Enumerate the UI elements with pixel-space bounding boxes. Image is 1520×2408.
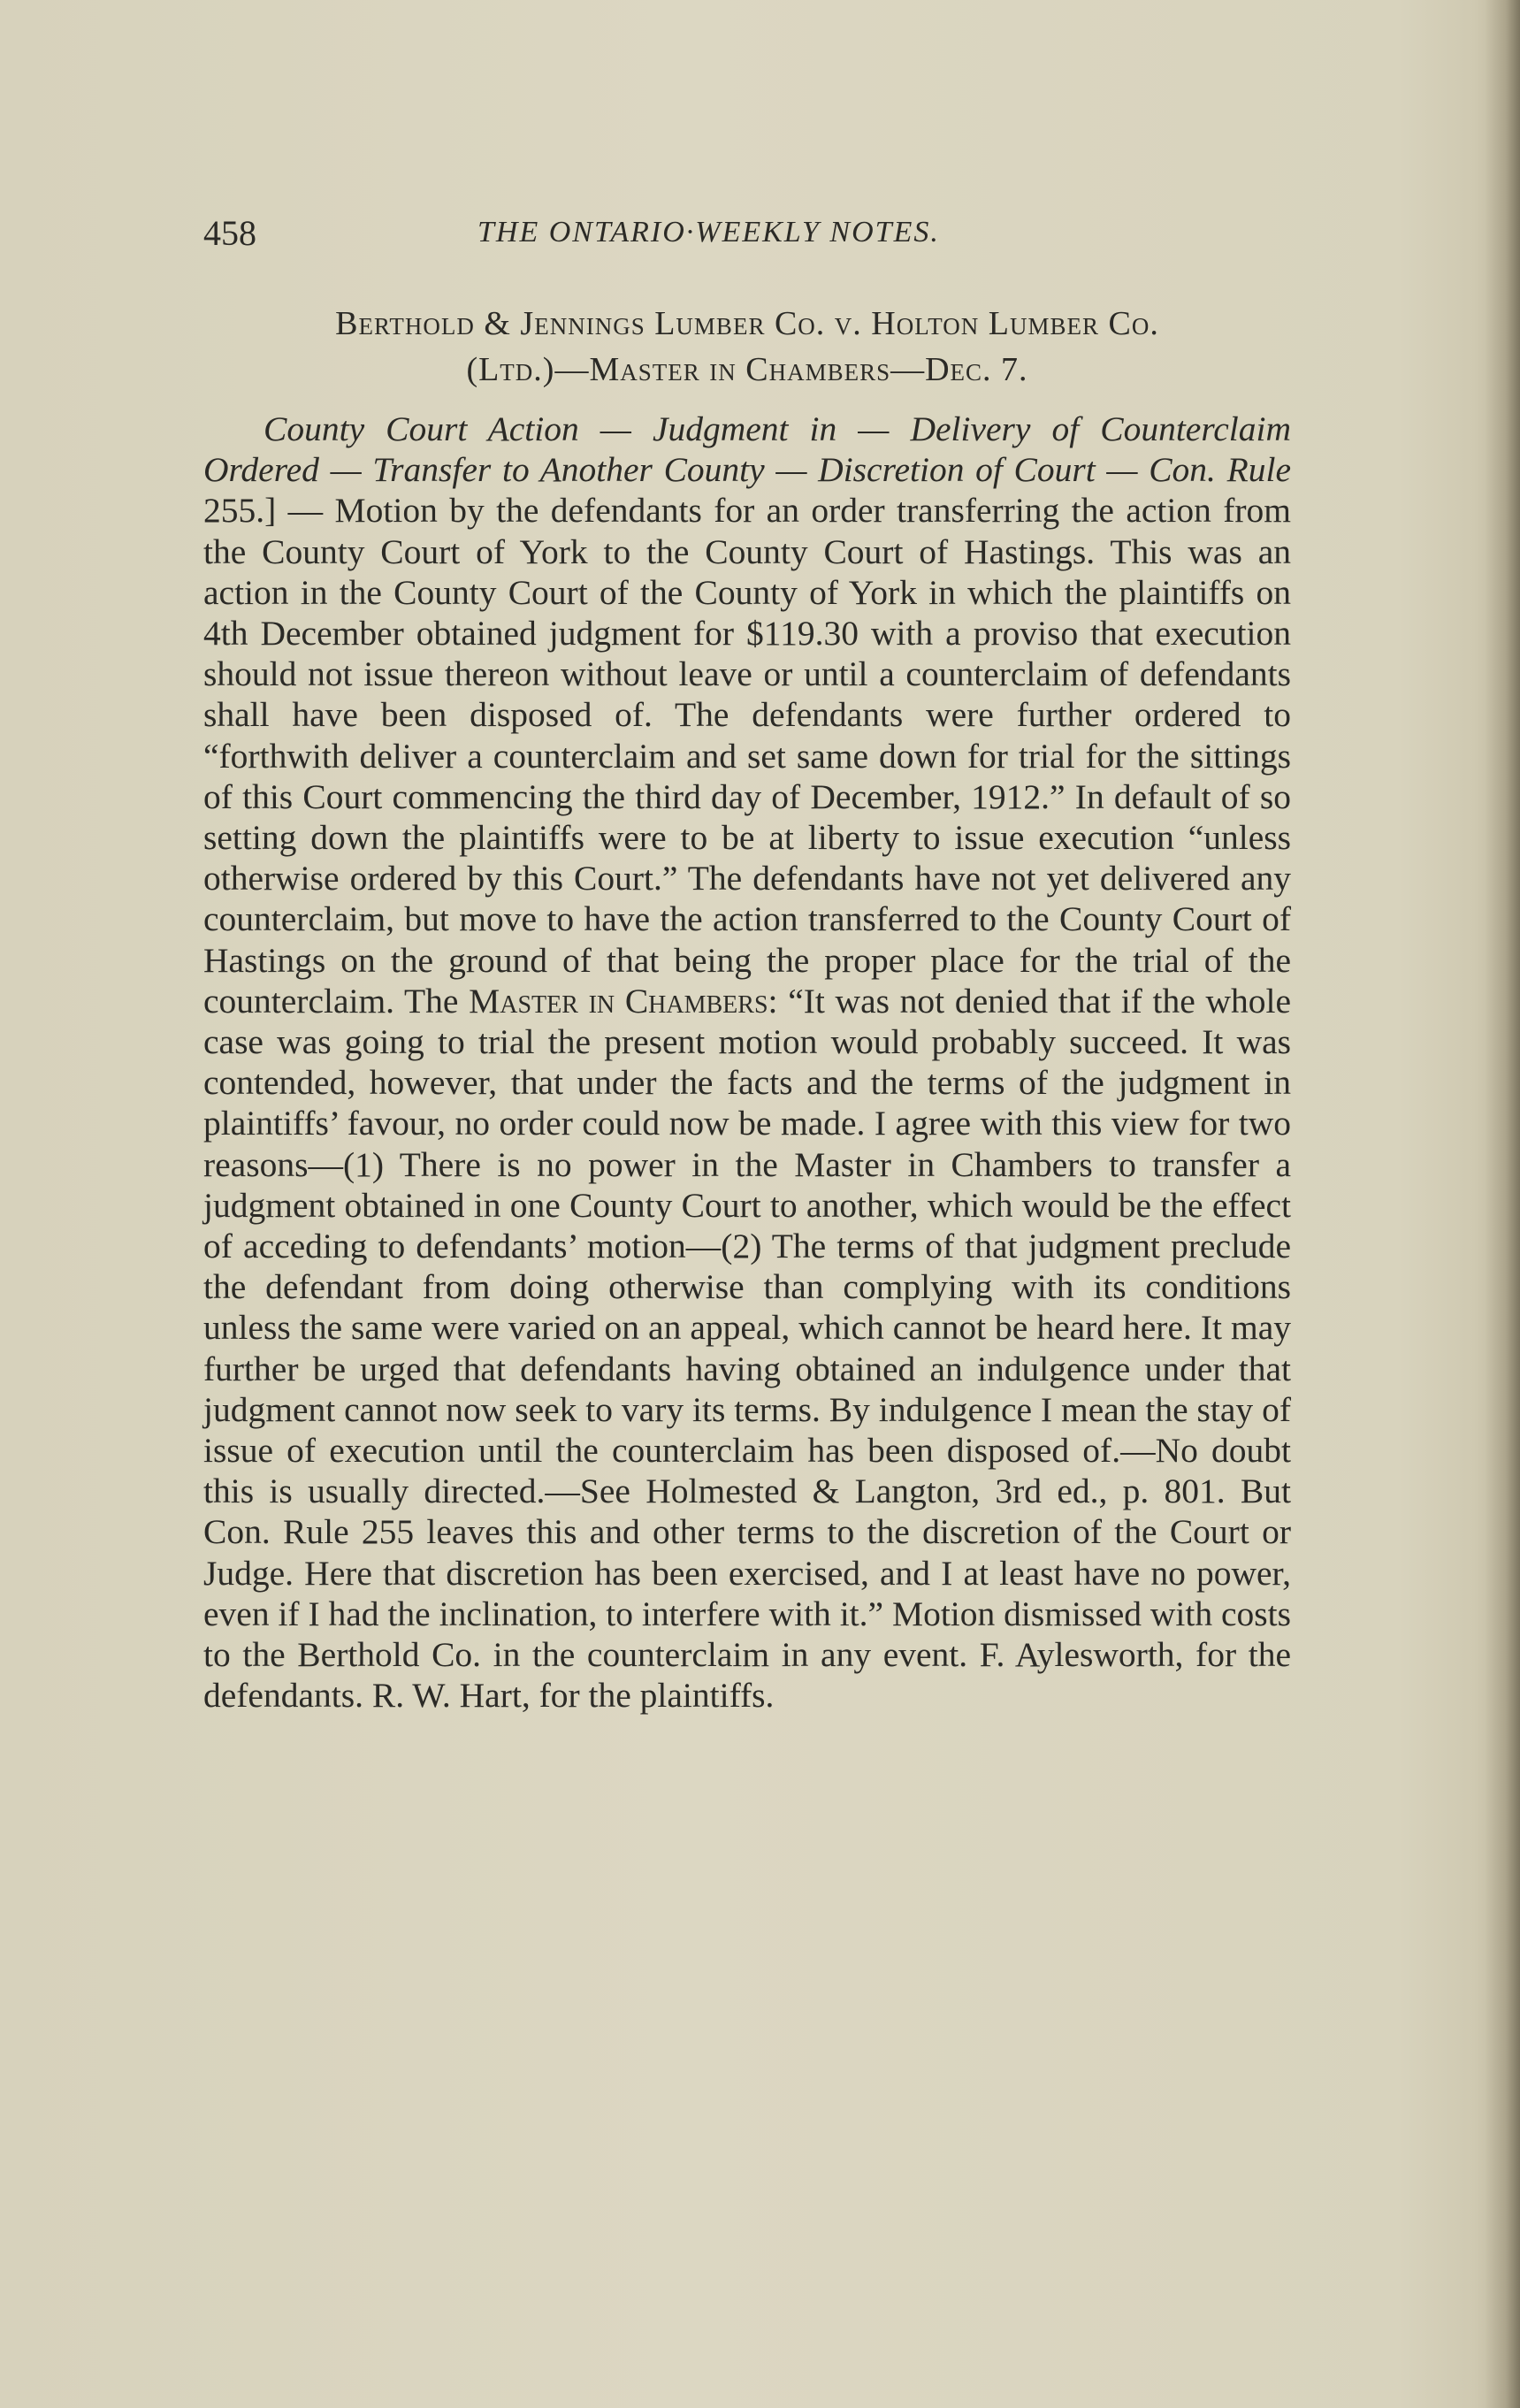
case-report-paragraph: [203, 409, 1291, 1716]
page-number: 458: [203, 213, 256, 253]
case-title-line-1: Berthold & Jennings Lumber Co. v. Holton Lumber Co.: [335, 305, 1159, 342]
master-in-chambers-label: Master in Chambers: [458, 981, 768, 1021]
case-title: [203, 301, 1291, 393]
report-text: 255.] — Motion by the defendants for an order transferring the action from the County Court of York to the County Court of Hastings. This was an action in the County Court of the County of York in which the plaintiffs on 4th December obtained judgment for $119.30 with a proviso that execution should not issue thereon without leave or until a counterclaim of defendants shall have been disposed of. The defendants were further ordered to “forthwith deliver a counterclaim and set same down for trial for the sittings of this Court commencing the third day of December, 1912.” In default of so setting down the plaintiffs were to be at liberty to issue execution “unless otherwise ordered by this Court.” The defendants have not yet delivered any counterclaim, but move to have the action transferred to the County Court of Hastings on the ground of that being the proper place for the trial of the counterclaim. The: [203, 491, 1291, 1021]
case-title-line-2: (Ltd.)—Master in Chambers—Dec. 7.: [466, 351, 1028, 388]
journal-title: THE ONTARIO·WEEKLY NOTES.: [477, 216, 940, 248]
ruling-text: : “It was not denied that if the whole case was going to trial the present motion would probably succeed. It was contended, however, that under the facts and the terms of the judgment in plaintiffs’ favour, no order could now be made. I agree with this view for two reasons—(1) There is no power in the Master in Chambers to transfer a judgment obtained in one County Court to another, which would be the effect of acceding to defendants’ motion—(2) The terms of that judgment preclude the defendant from doing otherwise than complying with its conditions unless the same were varied on an appeal, which cannot be heard here. It may further be urged that defendants having obtained an indulgence under that judgment cannot now seek to vary its terms. By indulgence I mean the stay of issue of execution until the counterclaim has been disposed of.—No doubt this is usually directed.—See Holmested & Langton, 3rd ed., p. 801. But Con. Rule 255 leaves this and other terms to the discretion of the Court or Judge. Here that discretion has been exercised, and I at least have no power, even if I had the inclination, to interfere with it.” Motion dismissed with costs to the Berthold Co. in the counterclaim in any event. F. Aylesworth, for the defendants. R. W. Hart, for the plaintiffs.: [203, 981, 1291, 1716]
headnote: County Court Action — Judgment in — Delivery of Counterclaim Ordered — Transfer to Another County — Discretion of Court — Con. Rule: [203, 409, 1291, 490]
running-head: [203, 212, 1291, 265]
page-edge-shadow: [1485, 0, 1520, 2408]
